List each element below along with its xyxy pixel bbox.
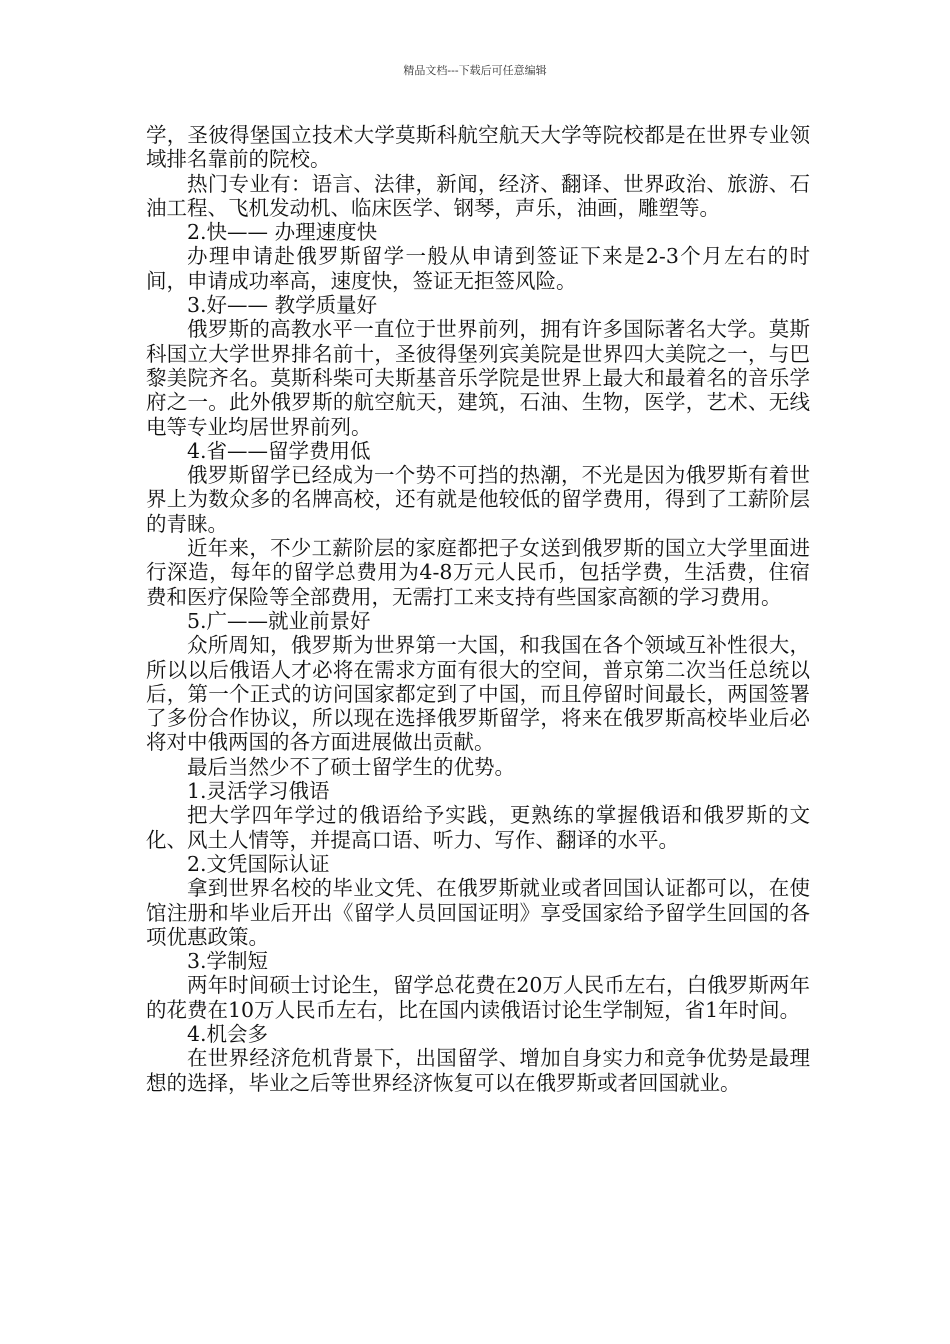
section-heading: 2.快—— 办理速度快 — [187, 220, 378, 245]
section-heading: 4.省——留学费用低 — [187, 438, 371, 463]
paragraph: 两年时间硕士讨论生，留学总花费在20万人民币左右，白俄罗斯两年的花费在10万人民币左右，比在国内读俄语讨论生学制短，省1年时间。 — [146, 973, 810, 1022]
paragraph: 拿到世界名校的毕业文凭、在俄罗斯就业或者回国认证都可以，在使馆注册和毕业后开出《留学人员回国证明》享受国家给予留学生回国的各项优惠政策。 — [146, 876, 810, 949]
section-heading: 3.学制短 — [187, 949, 269, 974]
paragraph: 俄罗斯的高教水平一直位于世界前列，拥有许多国际著名大学。莫斯科国立大学世界排名前十，圣彼得堡列宾美院是世界四大美院之一，与巴黎美院齐名。莫斯科柴可夫斯基音乐学院是世界上最大和最着名的音乐学府之一。此外俄罗斯的航空航天，建筑，石油、生物，医学，艺术、无线电等专业均居世界前列。 — [146, 317, 810, 439]
section-heading: 1.灵活学习俄语 — [187, 779, 330, 804]
paragraph: 热门专业有：语言、法律，新闻，经济、翻译、世界政治、旅游、石油工程、飞机发动机、临床医学、钢琴，声乐，油画，雕塑等。 — [146, 171, 810, 220]
section-heading: 2.文凭国际认证 — [187, 851, 330, 876]
paragraph: 近年来，不少工薪阶层的家庭都把子女送到俄罗斯的国立大学里面进行深造，每年的留学总费用为4-8万元人民币，包括学费，生活费，住宿费和医疗保险等全部费用，无需打工来支持有些国家高额的学习费用。 — [146, 536, 810, 609]
paragraph: 众所周知，俄罗斯为世界第一大国，和我国在各个领域互补性很大，所以以后俄语人才必将在需求方面有很大的空间，普京第二次当任总统以后，第一个正式的访问国家都定到了中国，而且停留时间最长，两国签署了多份合作协议，所以现在选择俄罗斯留学，将来在俄罗斯高校毕业后必将对中俄两国的各方面进展做出贡献。 — [146, 633, 810, 755]
paragraph: 办理申请赴俄罗斯留学一般从申请到签证下来是2-3个月左右的时间，申请成功率高，速度快，签证无拒签风险。 — [146, 244, 810, 293]
paragraph: 在世界经济危机背景下，出国留学、增加自身实力和竞争优势是最理想的选择，毕业之后等世界经济恢复可以在俄罗斯或者回国就业。 — [146, 1046, 810, 1095]
document-body — [146, 123, 810, 1095]
paragraph: 学，圣彼得堡国立技术大学莫斯科航空航天大学等院校都是在世界专业领域排名靠前的院校。 — [146, 123, 810, 172]
paragraph: 最后当然少不了硕士留学生的优势。 — [187, 754, 515, 779]
section-heading: 3.好—— 教学质量好 — [187, 293, 378, 318]
paragraph: 俄罗斯留学已经成为一个势不可挡的热潮，不光是因为俄罗斯有着世界上为数众多的名牌高校，还有就是他较低的留学费用，得到了工薪阶层的青睐。 — [146, 463, 810, 536]
section-heading: 5.广——就业前景好 — [187, 608, 371, 633]
paragraph: 把大学四年学过的俄语给予实践，更熟练的掌握俄语和俄罗斯的文化、风土人情等，并提高口语、听力、写作、翻译的水平。 — [146, 803, 810, 852]
section-heading: 4.机会多 — [187, 1021, 269, 1046]
page-header: 精品文档---下载后可任意编辑 — [403, 64, 547, 77]
